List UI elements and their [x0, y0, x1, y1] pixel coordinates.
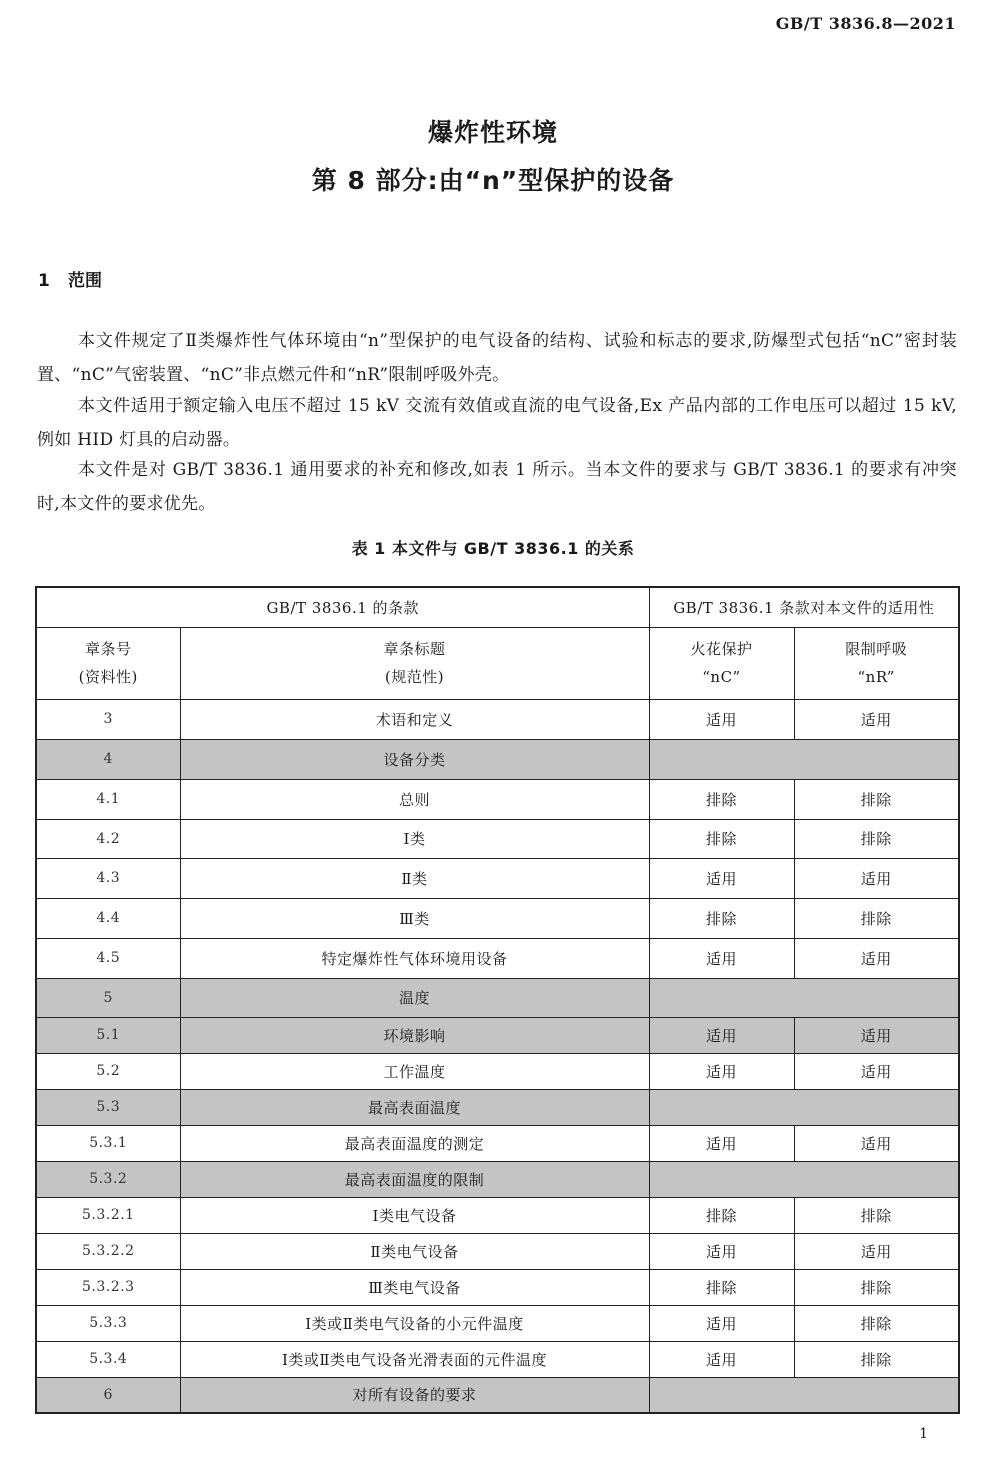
table-row	[36, 1233, 959, 1269]
table-row	[36, 1341, 959, 1377]
cell-clause-title: 最高表面温度	[180, 1089, 649, 1125]
table-row	[36, 1017, 959, 1053]
cell-clause-number: 5	[36, 978, 180, 1017]
cell-nc-applicability: 适用	[649, 1305, 794, 1341]
document-title: 爆炸性环境	[427, 118, 558, 147]
table-row	[36, 898, 959, 938]
cell-clause-title: 最高表面温度的限制	[180, 1161, 649, 1197]
cell-nc-applicability: 排除	[649, 1197, 794, 1233]
cell-clause-title: 设备分类	[180, 739, 649, 779]
cell-nc-applicability: 排除	[649, 819, 794, 858]
cell-nr-applicability: 排除	[794, 1305, 959, 1341]
cell-applicability-merged	[649, 1161, 959, 1197]
cell-clause-title: 环境影响	[180, 1017, 649, 1053]
cell-nr-applicability: 排除	[794, 898, 959, 938]
cell-nr-applicability: 排除	[794, 779, 959, 819]
table-row	[36, 819, 959, 858]
cell-nc-applicability: 适用	[649, 1341, 794, 1377]
cell-nc-applicability: 适用	[649, 1125, 794, 1161]
cell-clause-number: 4.4	[36, 898, 180, 938]
table-caption: 表 1 本文件与 GB/T 3836.1 的关系	[351, 539, 635, 558]
cell-nr-applicability: 适用	[794, 1233, 959, 1269]
table-row	[36, 1197, 959, 1233]
cell-nc-applicability: 适用	[649, 1053, 794, 1089]
cell-clause-number: 5.1	[36, 1017, 180, 1053]
cell-nr-applicability: 排除	[794, 1197, 959, 1233]
cell-nr-applicability: 排除	[794, 1269, 959, 1305]
table-row	[36, 699, 959, 739]
cell-nr-applicability: 适用	[794, 938, 959, 978]
cell-clause-title: Ⅰ类电气设备	[180, 1197, 649, 1233]
cell-clause-title: Ⅰ类或Ⅱ类电气设备光滑表面的元件温度	[180, 1341, 649, 1377]
cell-nc-applicability: 排除	[649, 779, 794, 819]
cell-nc-applicability: 排除	[649, 1269, 794, 1305]
cell-clause-number: 5.3.3	[36, 1305, 180, 1341]
cell-nr-applicability: 适用	[794, 1017, 959, 1053]
cell-applicability-merged	[649, 978, 959, 1017]
table-row	[36, 978, 959, 1017]
cell-applicability-merged	[649, 1089, 959, 1125]
cell-clause-number: 3	[36, 699, 180, 739]
group-header-clauses: GB/T 3836.1 的条款	[36, 587, 649, 627]
table-row	[36, 858, 959, 898]
cell-nr-applicability: 适用	[794, 858, 959, 898]
cell-clause-title: 温度	[180, 978, 649, 1017]
cell-nr-applicability: 排除	[794, 819, 959, 858]
cell-nc-applicability: 适用	[649, 699, 794, 739]
page-number: 1	[919, 1426, 928, 1442]
cell-clause-number: 5.2	[36, 1053, 180, 1089]
column-header-clause-number: 章条号 (资料性)	[36, 627, 180, 699]
cell-clause-title: Ⅱ类电气设备	[180, 1233, 649, 1269]
cell-clause-title: 特定爆炸性气体环境用设备	[180, 938, 649, 978]
table-row	[36, 1269, 959, 1305]
table-group-header-row	[36, 587, 959, 627]
cell-nr-applicability: 适用	[794, 699, 959, 739]
cell-clause-number: 6	[36, 1377, 180, 1413]
cell-clause-number: 5.3.2.2	[36, 1233, 180, 1269]
cell-nr-applicability: 排除	[794, 1341, 959, 1377]
cell-clause-number: 5.3.2.3	[36, 1269, 180, 1305]
cell-clause-title: Ⅲ类电气设备	[180, 1269, 649, 1305]
cell-clause-title: 总则	[180, 779, 649, 819]
cell-clause-number: 5.3.4	[36, 1341, 180, 1377]
group-header-applicability: GB/T 3836.1 条款对本文件的适用性	[649, 587, 959, 627]
cell-clause-title: 工作温度	[180, 1053, 649, 1089]
section-heading	[38, 266, 102, 291]
cell-nc-applicability: 适用	[649, 1017, 794, 1053]
cell-applicability-merged	[649, 1377, 959, 1413]
paragraph: 本文件规定了Ⅱ类爆炸性气体环境由“n”型保护的电气设备的结构、试验和标志的要求,防爆型式包括“nC”密封装置、“nC”气密装置、“nC”非点燃元件和“nR”限制呼吸外壳。	[37, 331, 957, 385]
table-row	[36, 739, 959, 779]
cell-clause-number: 4.5	[36, 938, 180, 978]
table-row	[36, 938, 959, 978]
document-subtitle: 第 8 部分:由“n”型保护的设备	[311, 166, 675, 195]
table-row	[36, 1161, 959, 1197]
table-row	[36, 1305, 959, 1341]
paragraph: 本文件适用于额定输入电压不超过 15 kV 交流有效值或直流的电气设备,Ex 产品内部的工作电压可以超过 15 kV,例如 HID 灯具的启动器。	[37, 396, 957, 450]
cell-clause-number: 4.3	[36, 858, 180, 898]
table-row	[36, 779, 959, 819]
section-title: 范围	[68, 271, 102, 291]
cell-clause-number: 4.1	[36, 779, 180, 819]
cell-nc-applicability: 排除	[649, 898, 794, 938]
cell-clause-title: 对所有设备的要求	[180, 1377, 649, 1413]
table-column-header-row	[36, 627, 959, 699]
cell-clause-title: 最高表面温度的测定	[180, 1125, 649, 1161]
cell-clause-number: 4.2	[36, 819, 180, 858]
cell-clause-number: 5.3.1	[36, 1125, 180, 1161]
cell-nc-applicability: 适用	[649, 938, 794, 978]
cell-clause-title: Ⅰ类或Ⅱ类电气设备的小元件温度	[180, 1305, 649, 1341]
column-header-spark-protection: 火花保护 “nC”	[649, 627, 794, 699]
paragraph: 本文件是对 GB/T 3836.1 通用要求的补充和修改,如表 1 所示。当本文件的要求与 GB/T 3836.1 的要求有冲突时,本文件的要求优先。	[37, 460, 957, 514]
cell-clause-title: Ⅰ类	[180, 819, 649, 858]
cell-nc-applicability: 适用	[649, 1233, 794, 1269]
relationship-table	[35, 586, 960, 1414]
cell-clause-title: Ⅱ类	[180, 858, 649, 898]
cell-clause-title: 术语和定义	[180, 699, 649, 739]
standard-code: GB/T 3836.8—2021	[775, 14, 956, 33]
table-row	[36, 1377, 959, 1413]
table-row	[36, 1125, 959, 1161]
cell-clause-number: 4	[36, 739, 180, 779]
cell-applicability-merged	[649, 739, 959, 779]
cell-clause-number: 5.3	[36, 1089, 180, 1125]
cell-clause-number: 5.3.2.1	[36, 1197, 180, 1233]
cell-nr-applicability: 适用	[794, 1053, 959, 1089]
cell-clause-title: Ⅲ类	[180, 898, 649, 938]
cell-clause-number: 5.3.2	[36, 1161, 180, 1197]
cell-nr-applicability: 适用	[794, 1125, 959, 1161]
table-row	[36, 1089, 959, 1125]
column-header-restricted-breathing: 限制呼吸 “nR”	[794, 627, 959, 699]
cell-nc-applicability: 适用	[649, 858, 794, 898]
column-header-clause-title: 章条标题 (规范性)	[180, 627, 649, 699]
section-number: 1	[38, 271, 50, 291]
table-row	[36, 1053, 959, 1089]
